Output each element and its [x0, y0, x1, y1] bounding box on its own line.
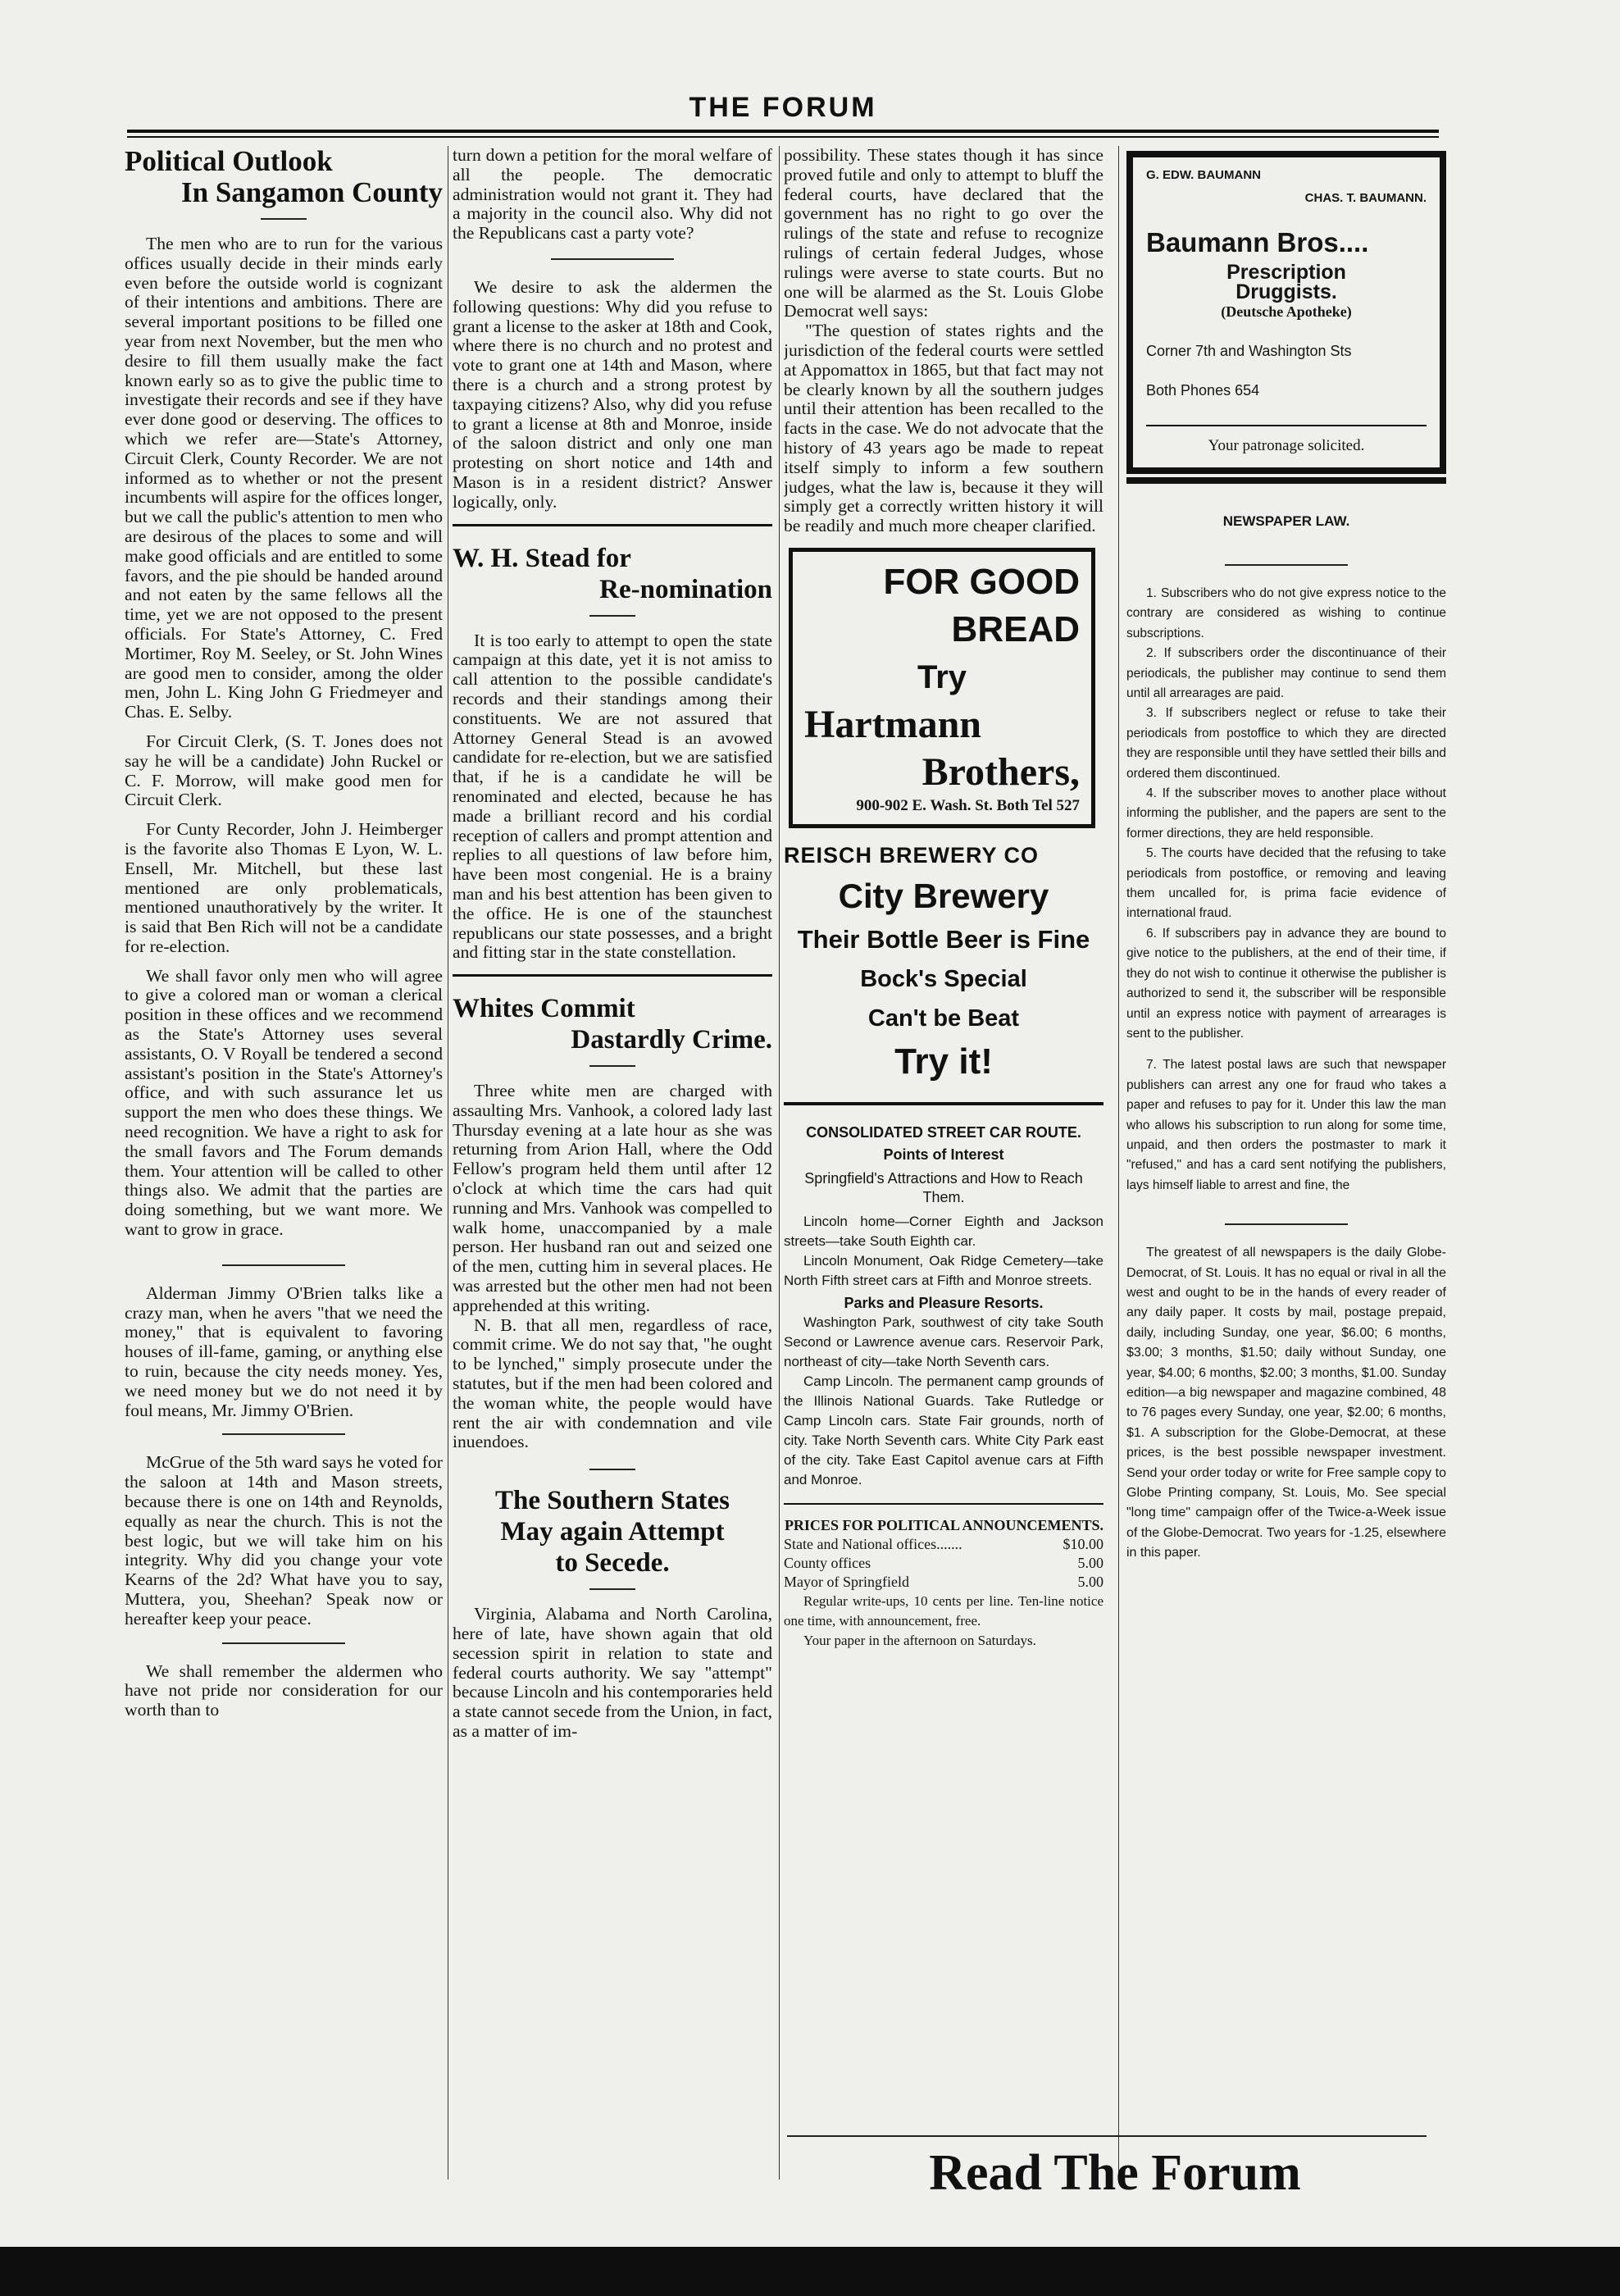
article-paragraph: We shall favor only men who will agree to give a colored man or woman a clerical position in these offices and we recommend as the State's Attorney uses several assistants, O. V Royall be tendered a second assistant's position in the State's Attorney's office, and with such assurance let us support the men who does these things. We need recognition. We have a right to ask for the small favors and The Forum demands them. Your attention will be called to other things also. We admit that the parties are doing something, but we want more. We want to grow in grace.: [125, 965, 443, 1240]
ad-line: Prescription: [1226, 261, 1346, 285]
price-row: [784, 1554, 1104, 1573]
article-continuation: possibility. These states though it has since proved futile and only to attempt to bluff the federal courts, have declared that the government has no right to go over the rulings of the state and refuse to recognize rulings of certain federal Judges, whose rulings were averse to state courts. But no one will be alarmed as the St. Louis Globe Democrat well says:: [784, 146, 1104, 321]
ad-line: (Deutsche Apotheke): [1221, 303, 1352, 320]
ad-line: Brothers,: [921, 749, 1080, 794]
parks-title: Parks and Pleasure Resorts.: [844, 1294, 1044, 1311]
brewery-name: REISCH BREWERY CO: [784, 842, 1040, 868]
headline-sangamon: In Sangamon County: [181, 176, 443, 208]
divider: [222, 1264, 345, 1266]
masthead-title: THE FORUM: [689, 92, 877, 123]
obrien-item: Alderman Jimmy O'Brien talks like a crazy man, when he avers "that we need the money," that is equivalent to favoring houses of ill-fame, gaming, or anything else to ruin, because the city needs money. Yes, we need money but we do not need it by foul means, Mr. Jimmy O'Brien.: [125, 1282, 443, 1420]
price-row: [784, 1573, 1104, 1592]
read-the-forum: Read The Forum: [929, 2145, 1301, 2201]
list-item: Washington Park, southwest of city take South Second or Lawrence avenue cars. Reservoir Park, northeast of city—take North Seventh cars.: [784, 1314, 1104, 1369]
divider: [589, 1469, 635, 1470]
price-note: Regular write-ups, 10 cents per line. Ten-line notice one time, with announcement, free.: [784, 1592, 1104, 1629]
ad-address: 900-902 E. Wash. St. Both Tel 527: [856, 796, 1080, 814]
column-1: [125, 146, 443, 2196]
price-row: [784, 1535, 1104, 1554]
newspaper-law-list: [1126, 584, 1446, 1196]
divider: [589, 615, 635, 617]
masthead-rule-thin: [127, 136, 1439, 138]
column-divider: [1118, 146, 1119, 2180]
divider: [589, 1065, 635, 1067]
globe-quote: "The question of states rights and the jurisdiction of the federal courts were settled at Appomattox in 1865, but that fact may not be clearly known by all the southern judges until their attention has been recalled to the facts in the case. We do not advocate that the history of 43 years ago be made to repeat itself simply to inform a few southern judges, what the law is, because it they will simply get a correctly written history it will be readily and much more cheaper clarified.: [784, 321, 1104, 536]
column-4: [1126, 146, 1446, 2196]
headline-southern-states: The Southern States: [494, 1486, 730, 1516]
divider: [453, 974, 772, 977]
street-car-section: [784, 1123, 1104, 1490]
divider: [784, 1503, 1104, 1505]
article-paragraph: For Circuit Clerk, (S. T. Jones does not say he will be a candidate) John Ruckel or C. F. Morrow, will make good men for Circuit Clerk.: [125, 731, 443, 810]
divider: [1146, 425, 1427, 426]
list-item: Lincoln home—Corner Eighth and Jackson streets—take South Eighth car.: [784, 1213, 1104, 1249]
ad-address: Corner 7th and Washington Sts: [1146, 342, 1352, 359]
city-brewery-title: City Brewery: [838, 876, 1049, 915]
headline-dastardly-crime: Dastardly Crime.: [571, 1025, 772, 1055]
headline-secede: to Secede.: [555, 1548, 670, 1578]
column-3: [784, 146, 1104, 2196]
price-note: Your paper in the afternoon on Saturdays.: [803, 1632, 1036, 1648]
stead-article: It is too early to attempt to open the state campaign at this date, yet it is not amiss to call attention to the possible candidate's records and their standings among their constituents. We are not assured that Attorney General Stead is an avowed candidate for re-election, but we are satisfied that, if he is a candidate he will be renominated and elected, because he has made a brilliant record and his cordial reception of callers and prompt attention and replies to all questions of law before him, have been most congenial. He is a brainy man and his best attention has been given to the office. He is one of the staunchest republicans our state possesses, and a bright and fitting star in the state constellation.: [453, 630, 772, 963]
ad-line: Their Bottle Beer is Fine: [797, 924, 1090, 954]
divider: [551, 258, 674, 260]
divider: [453, 524, 772, 526]
ad-line: Try it!: [894, 1041, 993, 1082]
article-paragraph: For Cunty Recorder, John J. Heimberger is the favorite also Thomas E Lyon, W. L. Ensell, Mr. Mitchell, but these last mentioned are only problematicals, mentioned unauthoratively by the writer. It is said that Ben Rich will not be a candidate for re-election.: [125, 819, 443, 956]
masthead-rule: [127, 130, 1439, 133]
south-article: Virginia, Alabama and North Carolina, here of late, have shown again that old secession spirit in relation to state and federal courts authority. We say "attempt" because Lincoln and his contemporaries held a state cannot secede from the Union, in fact, as a matter of im-: [453, 1604, 772, 1742]
divider: [222, 1433, 345, 1435]
ad-line: Hartmann: [804, 702, 981, 746]
ad-title: Baumann Bros....: [1146, 226, 1369, 257]
ad-name: G. EDW. BAUMANN: [1146, 168, 1261, 182]
divider: [1225, 1223, 1348, 1225]
car-route-title: CONSOLIDATED STREET CAR ROUTE.: [806, 1123, 1081, 1141]
globe-text: The greatest of all newspapers is the daily Globe-Democrat, of St. Louis. It has no equal or rival in all the west and ought to be in the hands of every reader of any daily paper. It costs by mail, postage prepaid, daily, including Sunday, one year, $6.00; 6 months, $3.00; 3 months, $1.50; daily without Sunday, one year, $4.00; 6 months, $2.00; 3 months, $1.00. Sunday edition—a big newspaper and magazine combined, 48 to 76 pages every Sunday, one year, $2.00; 6 months, $1. A subscription for the Globe-Democrat, at these prices, is the best possible newspaper investment. Send your order today or write for Free sample copy to Globe Printing company, St. Louis, Mo. See special "long time" campaign offer of the Twice-a-Week issue of the Globe-Democrat. Two years for -1.25, elsewhere in this paper.: [1126, 1246, 1446, 1560]
law-item: 5. The courts have decided that the refusing to take periodicals from postoffice, or removing and leaving them uncalled for, is prima facie evidence of international fraud.: [1126, 846, 1446, 921]
footer-rule: [787, 2135, 1427, 2137]
headline-political-outlook: Political Outlook: [125, 146, 333, 177]
divider: [589, 1588, 635, 1590]
whites-article: Three white men are charged with assaulting Mrs. Vanhook, a colored lady last Thursday evening at a late hour as she was returning from Arion Hall, where the Odd Fellow's program held them until after 12 o'clock at which time the cars had quit running and Mrs. Vanhook was compelled to walk home, unaccompanied by a male person. Her husband ran out and seized one of the men, cutting him in several places. He was arrested but the other men had not been apprehended at this writing.: [453, 1081, 772, 1315]
ad-line: Druggists.: [1235, 280, 1337, 304]
price-value: 5.00: [1077, 1554, 1104, 1571]
parks-list: [784, 1313, 1104, 1490]
ad-name: CHAS. T. BAUMANN.: [1304, 190, 1427, 205]
car-route-list: [784, 1212, 1104, 1291]
price-label: Mayor of Springfield: [784, 1573, 909, 1590]
price-value: 5.00: [1077, 1573, 1104, 1590]
baumann-ad: [1126, 151, 1446, 474]
city-brewery-ad: [784, 842, 1104, 1105]
law-item: 7. The latest postal laws are such that newspaper publishers can arrest any one for fraud who takes a paper and refuses to pay for it. Under this law the man who allows his subscription to run along for some time, unpaid, and then orders the postmaster to mark it "refused," and has a card sent notifying the publishers, lays himself liable to arrest and fine, the: [1126, 1058, 1446, 1192]
article-paragraph: The men who are to run for the various offices usually decide in their minds early even before the outside world is cognizant of their intentions and ambitions. There are several important positions to be filled one year from next November, but the men who desire to fill them usually make the fact known early so as to give the public time to investigate their records and see if they have ever done good or deserving. The offices to which we refer are—State's Attorney, Circuit Clerk, County Recorder. We are not informed as to whether or not the present incumbents will aspire for the offices longer, but we call the public's attention to men who are desirous of the places to some and will make good officials and are entitled to some favors, and the pie should be handed around and not eaten by the same fellows all the time, yet we are not opposed to the present officials. For State's Attorney, C. Fred Mortimer, Roy M. Seeley, or St. John Wines are good men to consider, among the older men, John L. King John G Friedmeyer and Chas. E. Selby.: [125, 234, 443, 722]
prices-title: PRICES FOR POLITICAL ANNOUNCEMENTS.: [784, 1516, 1104, 1533]
ad-line: BREAD: [951, 608, 1080, 649]
law-item: 1. Subscribers who do not give express notice to the contrary are considered as wishing to continue subscriptions.: [1126, 585, 1446, 640]
hartmann-bread-ad: [789, 548, 1095, 828]
price-value: $10.00: [1063, 1535, 1104, 1552]
column-2: [453, 146, 772, 2196]
globe-democrat-ad: [1126, 1243, 1446, 1564]
prices-section: [784, 1516, 1104, 1651]
law-item: 3. If subscribers neglect or refuse to take their periodicals from postoffice to which they are directed they are responsible until they have settled their bills and ordered them discontinued.: [1126, 706, 1446, 781]
headline-attempt: May again Attempt: [500, 1517, 725, 1547]
headline-whites-commit: Whites Commit: [453, 994, 635, 1024]
ad-bottom-bar: [1126, 477, 1446, 484]
law-item: 2. If subscribers order the discontinuance of their periodicals, the publisher may continue to send them until all arrearages are paid.: [1126, 646, 1446, 700]
ad-line: Try: [917, 658, 967, 695]
scan-border: [0, 2247, 1620, 2296]
remember-item: We shall remember the aldermen who have not pride nor consideration for our worth than to: [125, 1660, 443, 1720]
whites-nb: N. B. that all men, regardless of race, commit crime. We do not say that, "he ought to be lynched," simply prosecute under the statutes, but if the men had been colored and the woman white, the people would have rent the air with condemnation and vile inuendoes.: [453, 1314, 772, 1452]
ad-phones: Both Phones 654: [1146, 381, 1260, 399]
prices-notes: [784, 1592, 1104, 1651]
law-item: 6. If subscribers pay in advance they are bound to give notice to the publishers, at the end of their time, if they do not wish to continue it otherwise the publisher is authorized to send it, the subscriber will be responsible until an express notice with payment of arrearages is sent to the publisher.: [1126, 926, 1446, 1041]
headline-renomination: Re-nomination: [599, 574, 772, 604]
list-item: Camp Lincoln. The permanent camp grounds of the Illinois National Guards. Take Rutledge or Camp Lincoln cars. State Fair grounds, north of city. Take North Seventh cars. White City Park east of the city. Take East Capitol avenue cars at Fifth and Monroe.: [784, 1373, 1104, 1487]
ad-line: Bock's Special: [860, 965, 1027, 992]
divider: [222, 1642, 345, 1644]
price-label: County offices: [784, 1554, 871, 1571]
law-item: 4. If the subscriber moves to another place without informing the publisher, and the papers are sent to the former directions, they are held responsible.: [1126, 786, 1446, 840]
masthead: [127, 89, 1439, 146]
article-continuation: turn down a petition for the moral welfare of all the people. The democratic administration would not grant it. They had a majority in the council also. Why did not the Republicans cast a party vote?: [453, 146, 772, 244]
mcgrue-item: McGrue of the 5th ward says he voted for the saloon at 14th and Mason streets, because there is one on 14th and Reynolds, equally as near the church. This is not the best logic, but we will take him on his integrity. Why did you change your vote Kearns of the 2d? What have you to say, Muttera, you, Sheehan? Speak now or hereafter keep your peace.: [125, 1452, 443, 1629]
car-route-sub2: Springfield's Attractions and How to Reach Them.: [804, 1169, 1083, 1205]
price-label: State and National offices.......: [784, 1535, 962, 1552]
aldermen-item: We desire to ask the aldermen the following questions: Why did you refuse to grant a license to the asker at 18th and Cook, where there is no church and no protest and vote to grant one at 14th and Mason, where there is a church and a strong protest by taxpaying citizens? Also, why did you refuse to grant a license at 8th and Monroe, inside of the saloon district and only one man protesting on short notice and 14th and Mason is in a resident district? Answer logically, only.: [453, 276, 772, 512]
list-item: Lincoln Monument, Oak Ridge Cemetery—take North Fifth street cars at Fifth and Monroe streets.: [784, 1252, 1104, 1288]
divider: [1225, 564, 1348, 566]
column-divider: [779, 146, 780, 2180]
headline-stead: W. H. Stead for: [453, 543, 631, 573]
newspaper-law-title: NEWSPAPER LAW.: [1222, 513, 1350, 530]
ad-line: Can't be Beat: [867, 1004, 1020, 1032]
ad-line: FOR GOOD: [883, 561, 1080, 602]
car-route-sub: Points of Interest: [883, 1146, 1004, 1163]
ad-patronage: Your patronage solicited.: [1208, 437, 1365, 455]
divider: [261, 218, 307, 220]
